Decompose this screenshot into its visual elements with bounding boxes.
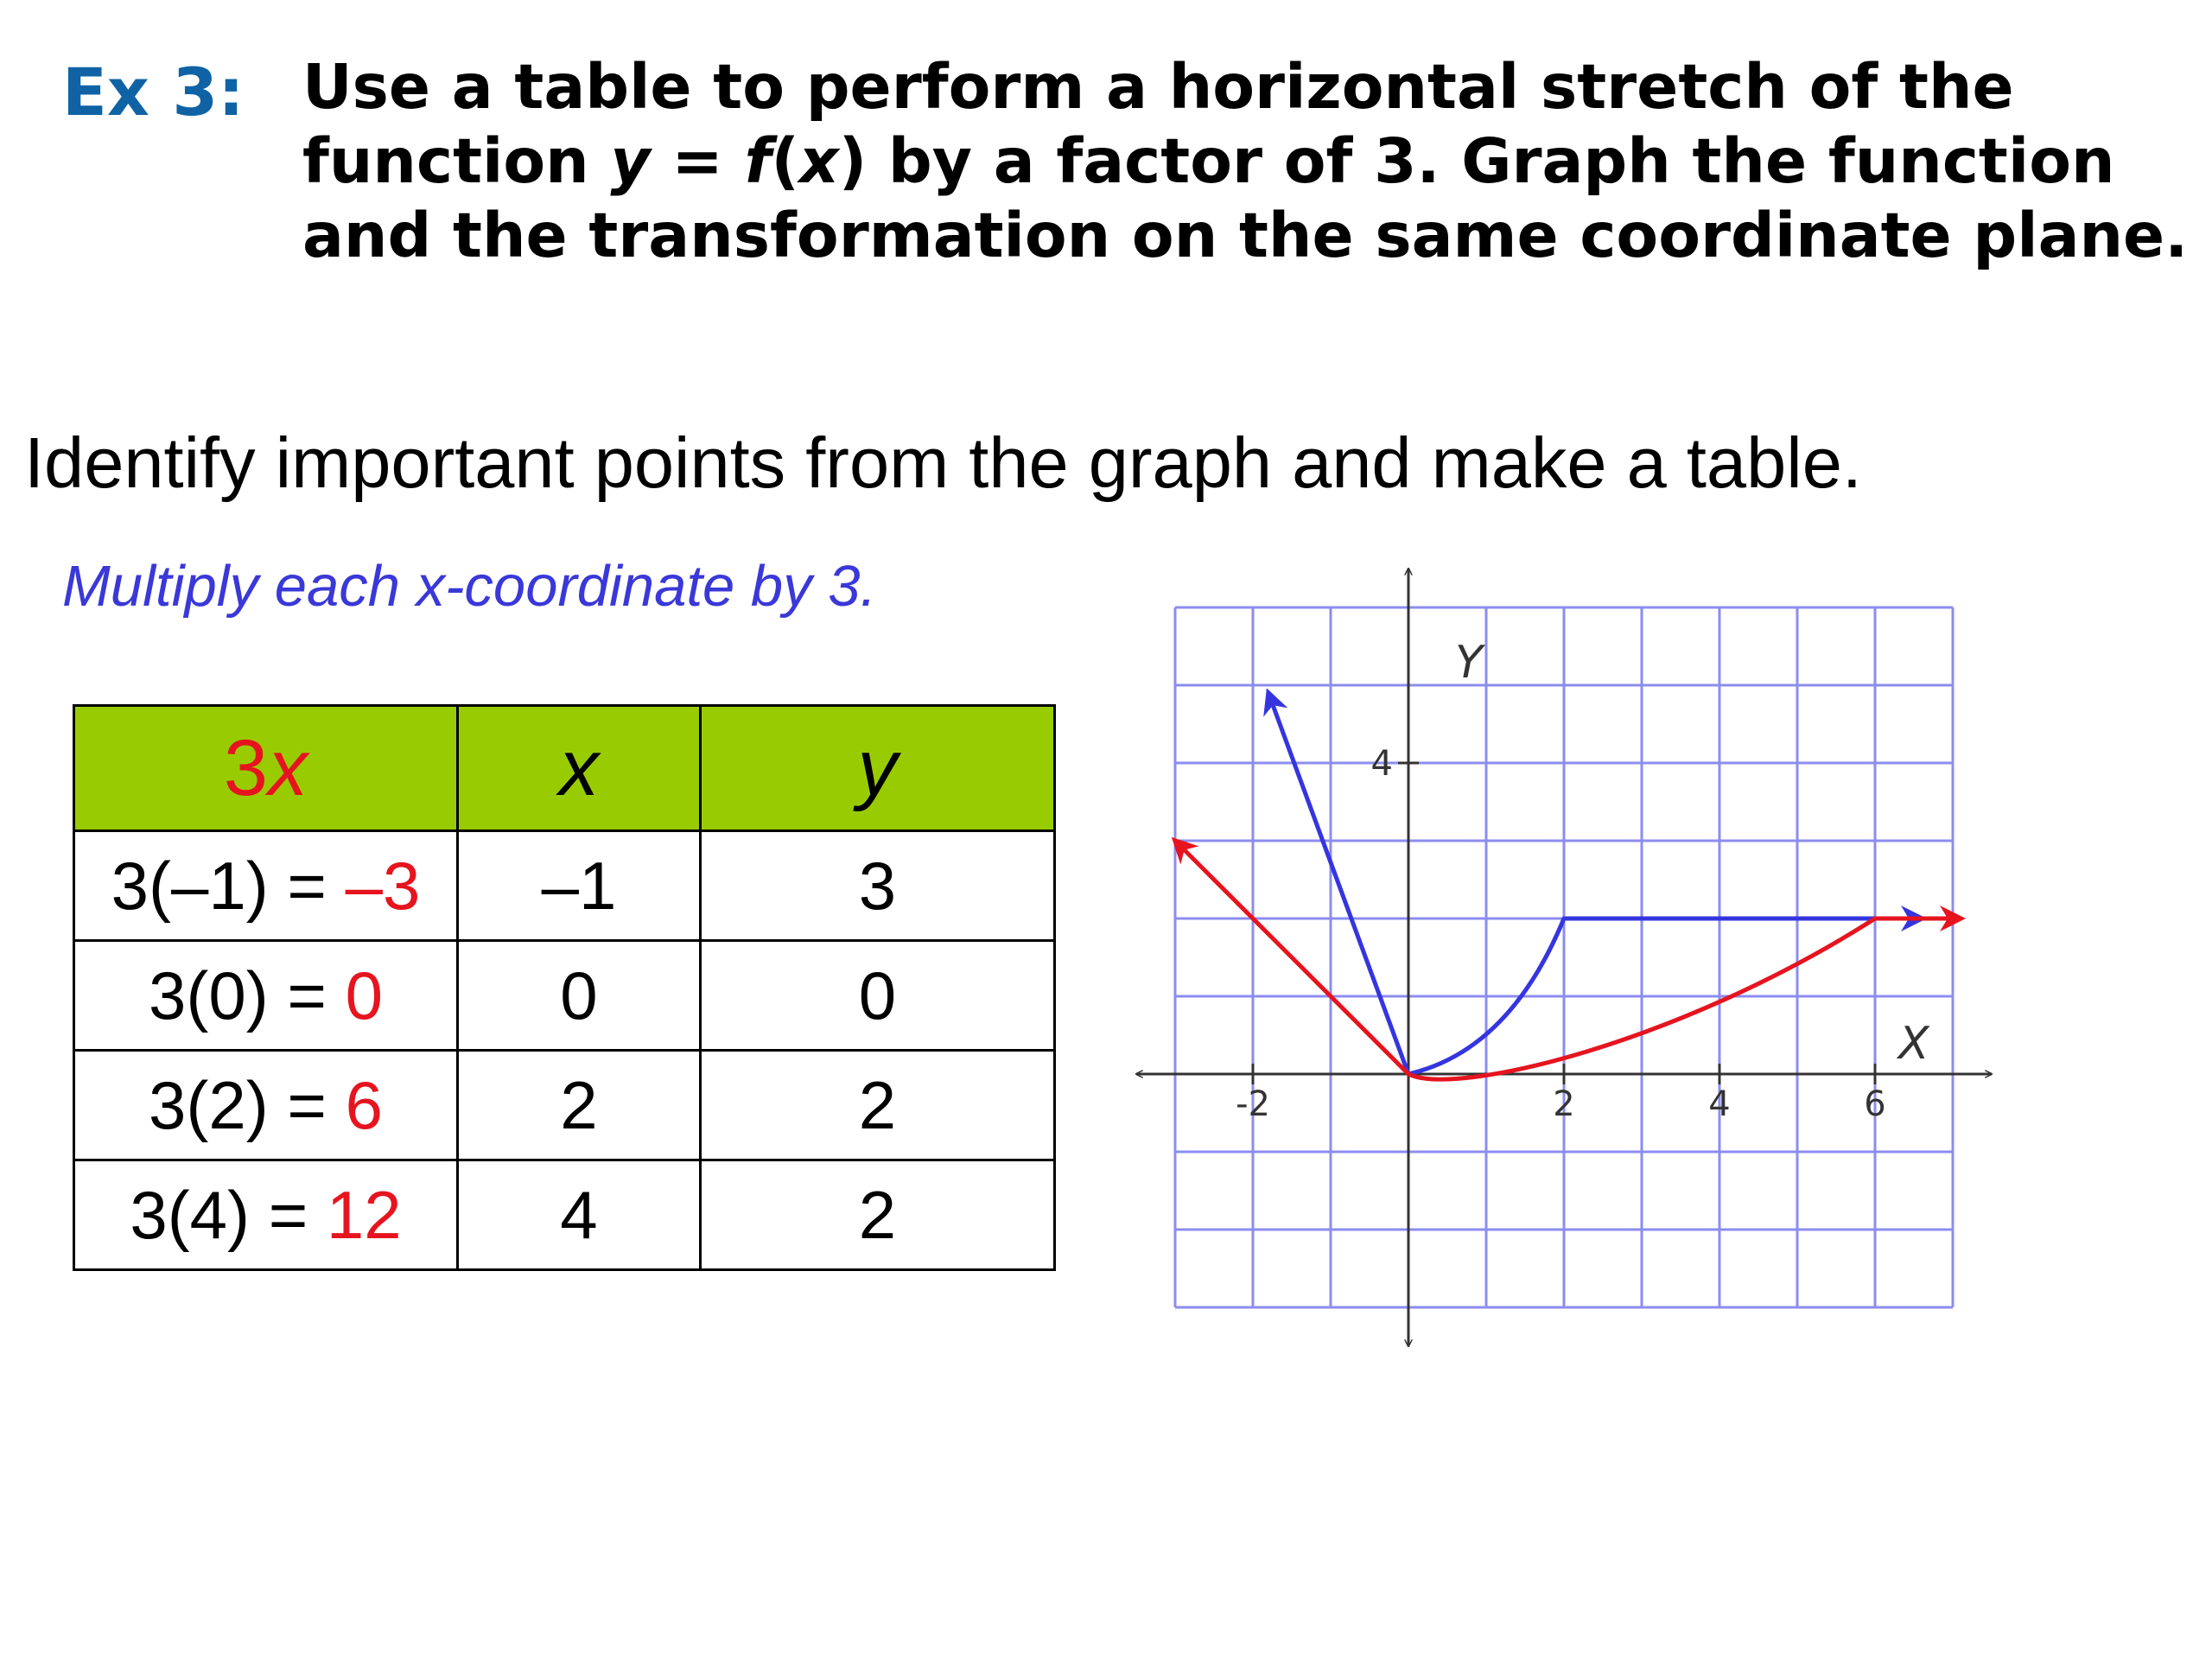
problem-line-1: Use a table to perform a horizontal stretch of the [302, 51, 2014, 123]
paren-open: ( [771, 125, 799, 197]
header-3x-variable: x [268, 723, 308, 812]
x-tick-label: 4 [1708, 1084, 1731, 1124]
var-y: y [610, 125, 651, 197]
table-header-row [74, 706, 1055, 831]
cell-y: 2 [701, 1160, 1055, 1270]
cell-expr: 3(2) = [149, 1066, 346, 1143]
cell-3x [74, 941, 458, 1051]
y-tick-label: 4 [1370, 744, 1393, 784]
cell-y: 0 [701, 941, 1055, 1051]
cell-expr: 3(–1) = [111, 847, 346, 924]
function-curves [1175, 693, 1961, 1079]
cell-expr: 3(4) = [130, 1176, 327, 1253]
instruction-text: Identify important points from the graph and make a table. [24, 423, 1862, 503]
table-row [74, 831, 1055, 941]
points-table [73, 704, 1056, 1271]
header-y-variable: y [857, 723, 898, 812]
x-tick-label: -2 [1236, 1084, 1270, 1124]
table-row [74, 1160, 1055, 1270]
table-row [74, 941, 1055, 1051]
axis-ticks [1236, 744, 1886, 1124]
x-tick-label: 6 [1864, 1084, 1886, 1124]
header-3x [74, 706, 458, 831]
y-axis-label: Y [1455, 637, 1483, 689]
cell-result: 6 [345, 1066, 383, 1143]
cell-3x [74, 1160, 458, 1270]
cell-x: 2 [458, 1051, 701, 1160]
hint-text: Multiply each x-coordinate by 3. [62, 554, 877, 619]
table-row [74, 1051, 1055, 1160]
cell-3x [74, 1051, 458, 1160]
transformed-function-left-ray [1175, 841, 1408, 1074]
cell-result: –3 [345, 847, 421, 924]
header-x [458, 706, 701, 831]
problem-line-2 [302, 124, 2203, 199]
cell-expr: 3(0) = [149, 957, 346, 1033]
x-axis-label: X [1898, 1018, 1929, 1070]
header-x-variable: x [559, 723, 599, 812]
problem-statement [302, 50, 2203, 273]
var-x: x [798, 125, 839, 197]
example-label: Ex 3: [62, 54, 245, 130]
cell-y: 3 [701, 831, 1055, 941]
transformed-function-curve [1408, 918, 1961, 1079]
x-tick-label: 2 [1553, 1084, 1575, 1124]
cell-x: 0 [458, 941, 701, 1051]
cell-x: –1 [458, 831, 701, 941]
problem-line-2-post: ) by a factor of 3. Graph the function [838, 125, 2115, 197]
cell-result: 0 [345, 957, 383, 1033]
cell-result: 12 [326, 1176, 402, 1253]
cell-y: 2 [701, 1051, 1055, 1160]
equals-sign: = [650, 125, 745, 197]
header-y [701, 706, 1055, 831]
cell-3x [74, 831, 458, 941]
cell-x: 4 [458, 1160, 701, 1270]
header-3x-coefficient: 3 [223, 723, 269, 812]
function-f: f [744, 125, 772, 197]
coordinate-graph [1236, 518, 2160, 1400]
problem-line-3: and the transformation on the same coordinate plane. [302, 200, 2189, 271]
problem-line-2-pre: function [302, 125, 611, 197]
